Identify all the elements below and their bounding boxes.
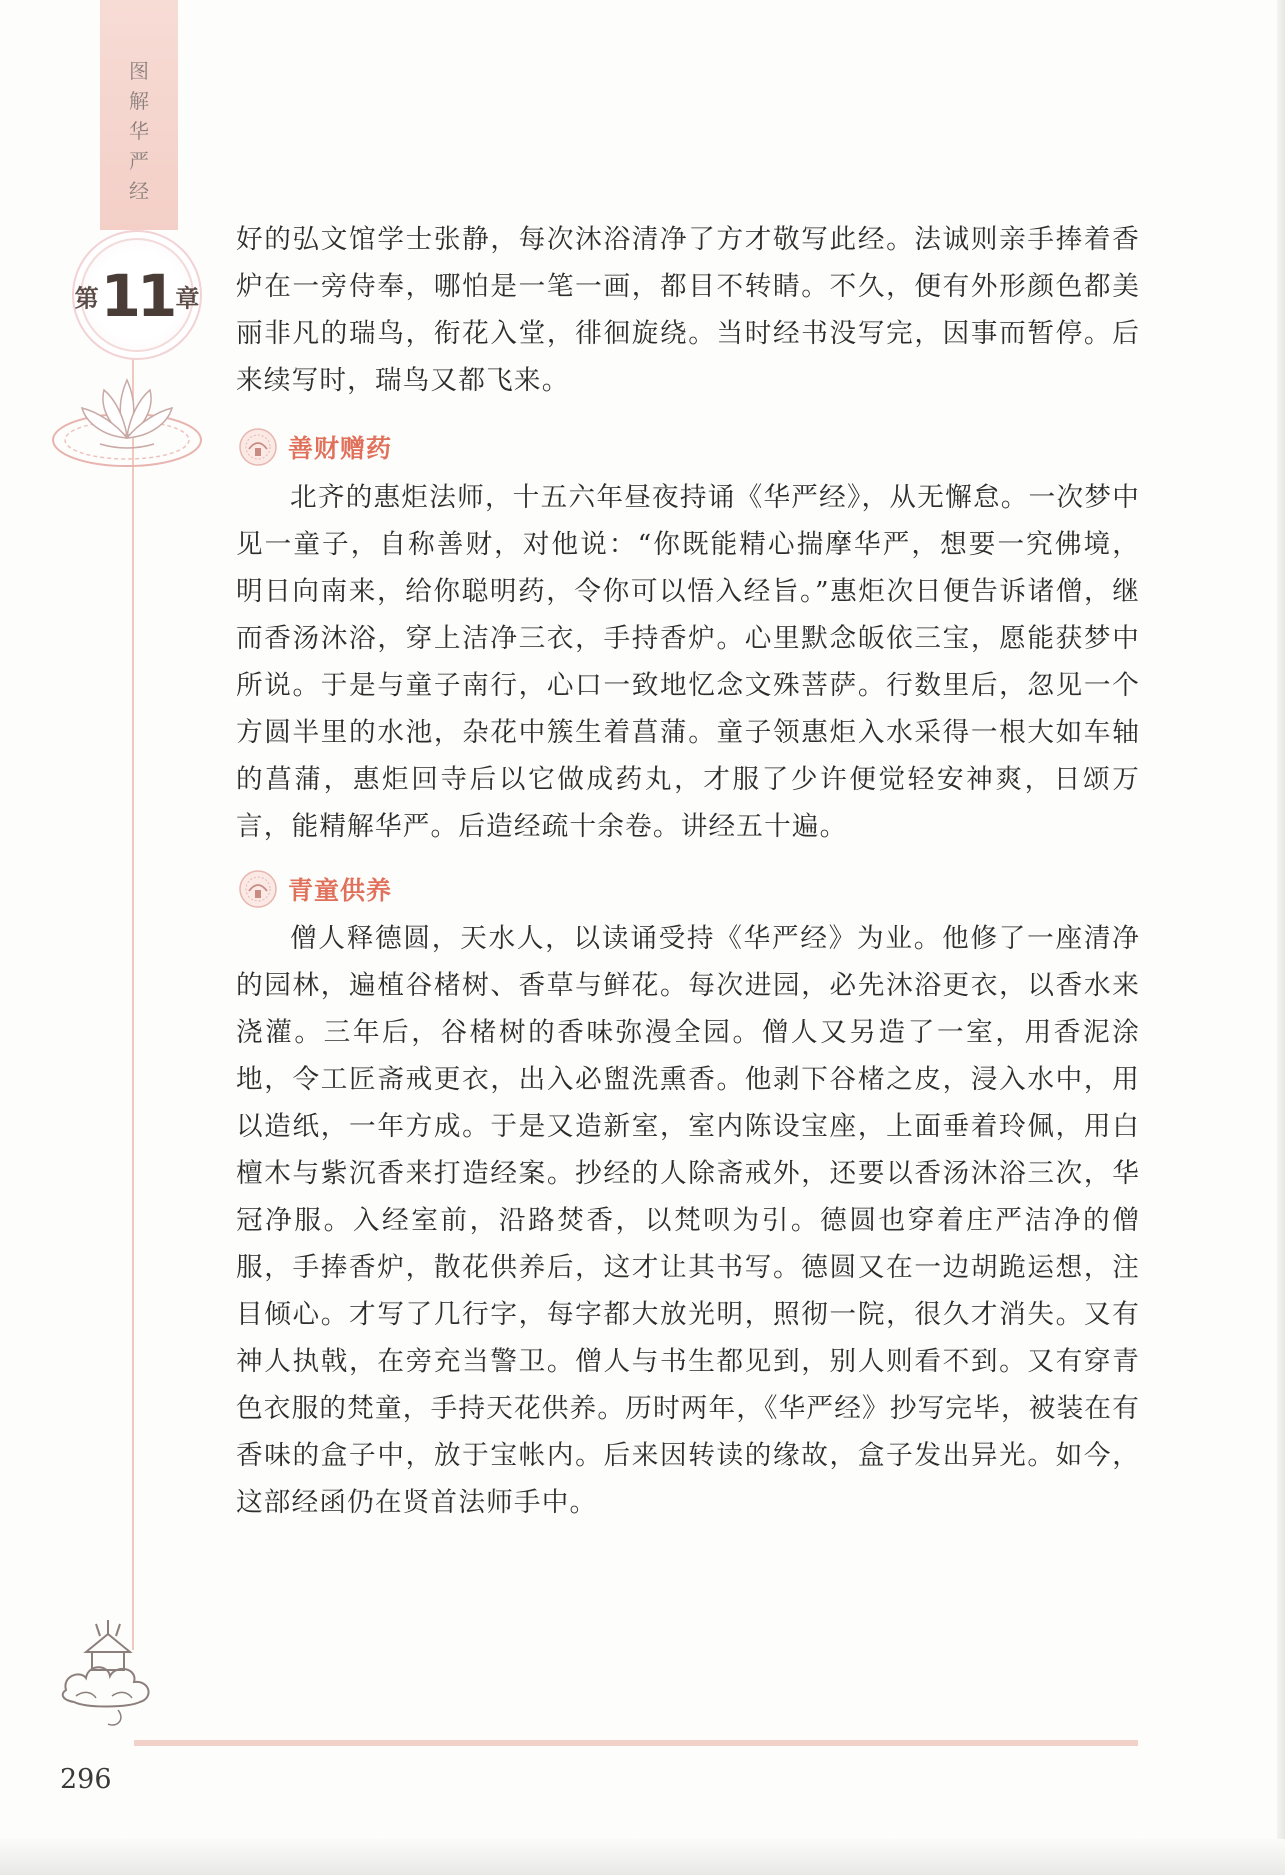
section-header-shancai bbox=[238, 427, 392, 467]
chapter-prefix: 第 bbox=[74, 284, 99, 313]
lotus-icon bbox=[50, 360, 204, 470]
page-bottom-edge-shadow bbox=[0, 1839, 1285, 1875]
page-number: 296 bbox=[60, 1764, 112, 1795]
page-right-edge-shadow bbox=[1277, 0, 1285, 1875]
book-title-char: 经 bbox=[129, 179, 149, 203]
chapter-badge-label bbox=[72, 262, 202, 330]
sidebar-book-title bbox=[100, 56, 178, 206]
section-paragraph-shancai: 北齐的惠炬法师，十五六年昼夜持诵《华严经》，从无懈怠。一次梦中见一童子，自称善财，对他说：“你既能精心揣摩华严，想要一究佛境，明日向南来，给你聪明药，令你可以悟入经旨。”惠炬次日便告诉诸僧，继而香汤沐浴，穿上洁净三衣，手持香炉。心里默念皈依三宝，愿能获梦中所说。于是与童子南行，心口一致地忆念文殊菩萨。行数里后，忽见一个方圆半里的水池，杂花中簇生着菖蒲。童子领惠炬入水采得一根大如车轴的菖蒲，惠炬回寺后以它做成药丸，才服了少许便觉轻安神爽，日颂万言，能精解华严。后造经疏十余卷。讲经五十遍。 bbox=[236, 482, 1140, 842]
book-title-char: 华 bbox=[129, 119, 149, 143]
book-title-char: 严 bbox=[129, 149, 149, 173]
dharma-emblem-icon bbox=[238, 427, 278, 467]
chapter-number: 11 bbox=[100, 262, 174, 330]
section-title: 善财赠药 bbox=[288, 434, 393, 463]
section-title: 青童供养 bbox=[288, 876, 393, 905]
dharma-emblem-icon bbox=[238, 869, 278, 909]
footer-rule bbox=[134, 1740, 1138, 1746]
cloud-temple-icon bbox=[56, 1612, 160, 1732]
section-paragraph-qingtong: 僧人释德圆，天水人，以读诵受持《华严经》为业。他修了一座清净的园林，遍植谷楮树、香草与鲜花。每次进园，必先沐浴更衣，以香水来浇灌。三年后，谷楮树的香味弥漫全园。僧人又另造了一室，用香泥涂地，令工匠斋戒更衣，出入必盥洗熏香。他剥下谷楮之皮，浸入水中，用以造纸，一年方成。于是又造新室，室内陈设宝座，上面垂着玲佩，用白檀木与紫沉香来打造经案。抄经的人除斋戒外，还要以香汤沐浴三次，华冠净服。入经室前，沿路焚香，以梵呗为引。德圆也穿着庄严洁净的僧服，手捧香炉，散花供养后，这才让其书写。德圆又在一边胡跪运想，注目倾心。才写了几行字，每字都大放光明，照彻一院，很久才消失。又有神人执戟，在旁充当警卫。僧人与书生都见到，别人则看不到。又有穿青色衣服的梵童，手持天花供养。历时两年，《华严经》抄写完毕，被装在有香味的盒子中，放于宝帐内。后来因转读的缘故，盒子发出异光。如今，这部经函仍在贤首法师手中。 bbox=[236, 923, 1140, 1518]
book-title-char: 解 bbox=[129, 89, 149, 113]
section-header-qingtong bbox=[238, 869, 392, 909]
book-title-char: 图 bbox=[129, 59, 149, 83]
intro-paragraph: 好的弘文馆学士张静，每次沐浴清净了方才敬写此经。法诚则亲手捧着香炉在一旁侍奉，哪怕是一笔一画，都目不转睛。不久，便有外形颜色都美丽非凡的瑞鸟，衔花入堂，徘徊旋绕。当时经书没写完，因事而暂停。后来续写时，瑞鸟又都飞来。 bbox=[236, 224, 1140, 396]
chapter-suffix: 章 bbox=[175, 284, 200, 313]
